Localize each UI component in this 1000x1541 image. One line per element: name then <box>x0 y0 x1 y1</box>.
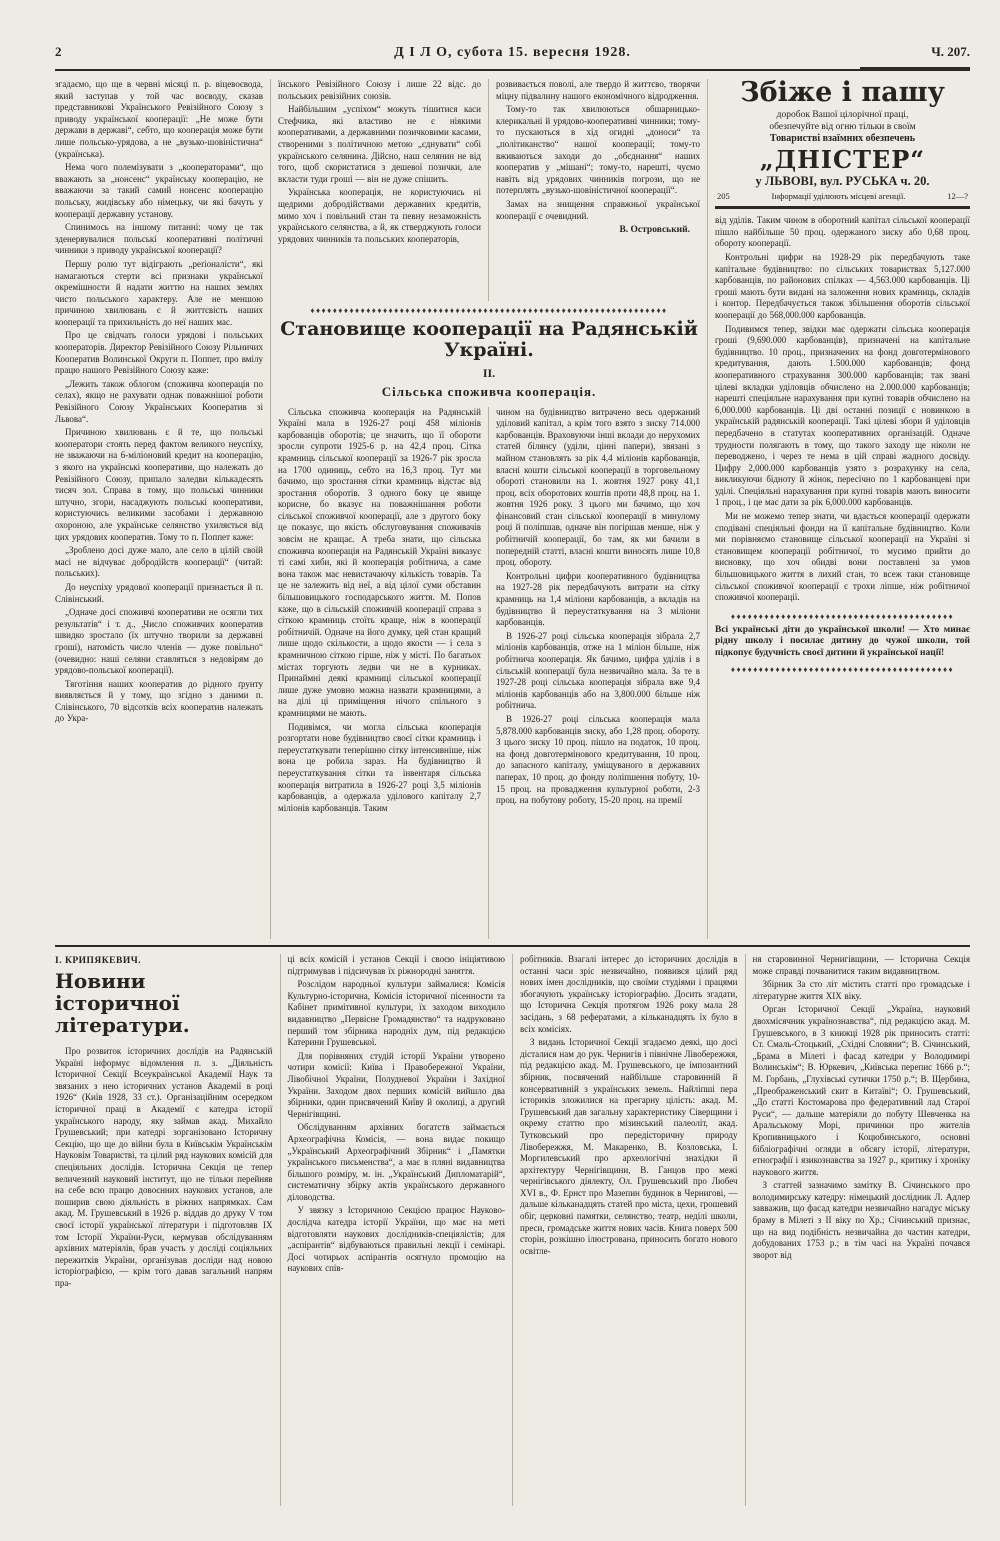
paragraph: Обслідуванням архівних богатств займається Археографічна Комісія, — вона видає покищо „Український Археографічний Збірник“ і „Памятки українського письменства“, а має в пляні видавництва більшого розміру, м. ін. „Український Дипломатарій“, систематичну збірку актів українського державного діловодства. <box>287 1122 505 1202</box>
paragraph: Нема чого полемізувати з „кооператорами“, що вважають за „нонсенс“ українську кооперацію, не вважаючи за такий самий нонсенс кооперацію польську, жидівську або німецьку, чи які бачуть у кооперації державну установу. <box>55 162 263 219</box>
bottom-section <box>55 954 970 1506</box>
paragraph: До неуспіху урядової кооперації признається й п. Слівінський. <box>55 581 263 604</box>
column-4 <box>708 79 970 939</box>
paragraph: Спинимось на іншому питанні: чому це так зденервувалися польські кооперативні політичні чинники з приводу української кооперації? <box>55 222 263 256</box>
ad-note: Інформації уділюють місцеві агенції. <box>771 191 906 202</box>
article-columns <box>271 407 707 939</box>
ad-line-2: обезпечуйте від огню тільки в своїм <box>769 121 916 132</box>
ad-line-3: Товаристві взаїмних обезпечень <box>769 133 916 145</box>
paragraph: „Лежить також облогом (споживча кооперація по селах), якщо не рахувати однак поважнішої роботи Ревізійного Союзу Українських Кооператив зі Львова“. <box>55 378 263 424</box>
header-rule-line <box>55 69 970 71</box>
article-part-number: II. <box>482 365 496 380</box>
diamond-separator: ♦♦♦♦♦♦♦♦♦♦♦♦♦♦♦♦♦♦♦♦♦♦♦♦♦♦♦♦♦♦♦♦♦♦♦♦♦♦♦♦♦♦♦♦♦♦♦♦♦♦♦♦♦♦♦♦♦♦♦♦♦♦♦♦ <box>310 306 668 315</box>
bottom-column-2 <box>281 954 514 1506</box>
paragraph: розвивається поволі, але твердо й життєво, творячи міцну підвалину нашого економічного відродження. <box>496 79 700 101</box>
paragraph: У звязку з Історичною Секцією працює Науково-дослідча катедра історії України, що має на меті відготовляти наукових дослідників-спеціялістів; для „аспірантів“ відбуваються правильні лекції і семінарі. Досі чотирьох аспірантів осягнуло промоцію на наукових спів- <box>287 1205 505 1274</box>
page-header <box>55 44 970 66</box>
paragraph: Тому-то так хвилюються обшарницько-клерикальні й урядово-кооперативні чинники; тому-то пускаються в хід огидні „доноси“ та „політиканство“ нашої кооперації; тому-то вживаються заходи до „обєднання“ наших кооператив у „мішані“; тому-то, нарешті, чуємо навіть від урядових чинників погрози, що не потерплять „вузько-шовіністичної кооперації“. <box>496 104 700 196</box>
diamond-separator: ♦♦♦♦♦♦♦♦♦♦♦♦♦♦♦♦♦♦♦♦♦♦♦♦♦♦♦♦♦♦♦♦♦♦♦♦♦♦♦♦ <box>730 665 955 675</box>
paragraph: від уділів. Таким чином в оборотний капітал сільської кооперації пішло найбільше 50 проц. одержаного зиску або 0,68 проц. обороту кооперації. <box>715 215 970 249</box>
paragraph: Орган Історичної Секції „Україна, науковий двохмісячник українознавства“, під редакцією акад. М. Грушевського, в 3 книжці 1928 рік приносить статті: Ст. Смаль-Стоцький, „Східні Словяни“; В. Січинський, „Брама в Мілеті і фасад катедри у Володимирі Волинськім“; В. Юркевич, „Київська перепис 1666 р.“; М. Горбань, „Глухівські сутички 1750 р.“; В. Щербина, „Преображенський скит в Китаїві“; О. Грушевський, „До статті Костомарова про федеративний лад Старої Руси“, — дальше матеріяли до побуту Шевченка на Аральському Морі, причинки про жителів Кропивницького і Коцюбинського, основні бібліографічні огляди в обсягу історії, літератури, етнографії і язикознавства за 1927 р., критику і хроніку наукового життя. <box>752 1004 970 1177</box>
paragraph: В 1926-27 році сільська кооперація мала 5,878.000 карбованців зиску, або 1,28 проц. обороту. З цього зиску 10 проц. пішло на податок, 10 проц. на фонд довготермінового кредитування, 10 проц. до запасного капіталу, уміщуваного в державних паперах, 10 проц. до фонду поліпшення побуту, 10-15 проц. на провадження культурної роботи, 2-3 проц. на побутову роботу, 15-20 проц. на премії <box>496 713 700 806</box>
paragraph: Розслідом народньої культури займалися: Комісія Культурно-історична, Комісія історичної пісенности та Кабінет примітивної культури, їх заходом виходило видавництво „Первісне Громадянство“ та надруковано перший том збірника народніх дум, під редакцією Катерини Грушевської. <box>287 979 505 1048</box>
middle-top-row <box>271 79 707 301</box>
header-rule-accent <box>860 67 970 71</box>
paragraph: З статтей зазначимо замітку В. Січинського про володимирську катедру: німецький дослідник Л. Адлер завважив, що фасад катедри незвичайно нагадує міську браму в Мілеті з II віку по Хр.; Січинський признає, що на вид подібність незвичайна до частин катедри, добудованих 1753 р.; в тім часі на Україні почався зворот від <box>752 1180 970 1260</box>
paragraph: Подивімся, чи могла сільська кооперація розгортати нове будівництво своєї сітки крамниць і переустаткувати теперішню сітку інтенсивніше, ніж вона це робила зараз. На будівництво й переустаткування сітки та інвентаря сільська кооперація витратила в 1926-27 році 3,5 міліонів карбованців, а одержала уділового капіталу 2,7 міліонів карбованців. Таким <box>278 721 481 813</box>
bottom-column-1 <box>55 954 281 1506</box>
ad-address: у ЛЬВОВІ, вул. РУСЬКА ч. 20. <box>755 174 930 189</box>
ad-ref-left: 205 <box>717 191 730 202</box>
diamond-separator: ♦♦♦♦♦♦♦♦♦♦♦♦♦♦♦♦♦♦♦♦♦♦♦♦♦♦♦♦♦♦♦♦♦♦♦♦♦♦♦♦ <box>730 611 955 621</box>
paragraph: З видань Історичної Секції згадаємо деякі, що досі дісталися нам до рук. Чернигів і північне Лівобережжя, під редакцією акад. М. Грушевського, це імпозантний збірник, посвячений найбільше старовинній й консервативній з українських земель. Найліпші пера істориків зложилися на прегарну цілість: акад. М. Грушевський дав загальну характеристику Сіверщини і окрему статтю про мізинський палеоліт, акад. Тутковський про передісторичну природу Лівобережжя, М. Макаренко, В. Козловська, І. Моргилевський про археологічні знахідки й архітектуру Чернігівщини, В. Ганцов про межі чернігівського діялекту, Ол. Грушевський про Любеч XVI в., Ф. Ернст про Мазепин будинок в Чернигові, — дальше кільканадцять статей про міста, цехи, грошевий обіг, церковні памятки, селянство, театр, неділі школи, преси, громадське життя нових часів. Книга поверх 500 сторін, розкішно ілюстрована, приносить богато нового освітле- <box>520 1037 738 1256</box>
paragraph: Тяготіння наших кооператив до рідного ґрунту виявляється й у тому, що згідно з даними п. Слівінського, 70 відсотків всіх кооператив належать до Укра- <box>55 678 263 724</box>
middle-columns <box>271 79 708 939</box>
insurance-ad <box>715 79 970 209</box>
paragraph: робітників. Взагалі інтерес до історичних дослідів в останні часи зріс незвичайно, появився цілий ряд нових імен дослідників, що своїми студіями і працями збогачують українську історіографію. Досить згадати, що Історична Секція протягом 1926 року мала 28 засідань, з 68 рефератами, а кільканадцять їх було в всіх комісіях. <box>520 954 738 1034</box>
paragraph: В 1926-27 році сільська кооперація зібрала 2,7 міліонів карбованців, отже на 1 міліон більше, ніж робітнича кооперація. Як бачимо, цифра уділів і в сільській кооперації була незвичайно мала. За те в 1927-28 році сільська кооперація зібрала вже 9,4 міліонів карбованців або на 3,800.000 більше ніж робітнича. <box>496 630 700 711</box>
paragraph: Першу ролю тут відіграють „реґіоналісти“, які намагаються стерти всі признаки української окремішности й надати життю на наших землях чисто польського характеру. Але не меншою причиною хвилювань є й життєвість наших кооперації та прихильність до неї наших мас. <box>55 258 263 327</box>
bottom-column-1-text <box>55 1046 273 1289</box>
ad-ref-right: 12—? <box>947 191 968 202</box>
paragraph: Подивимся тепер, звідки має одержати сільська кооперація гроші (9,690.000 карбованців), призначені на капітальне будівництво. 10 проц., призначених на фонд довготермінового кредитування, дають 1.500.000 карбованців; фонд кооперативного страхування 300.000 карбованців; так звані цілеві вкладки уділовців обчислено на 2.000.000 карбованців; нарешті спеціяльне нарахування при купні товарів обчислено на 6,000.000 карбованців. Ці дві останні позиції є новинкою в українській радянській кооперації. Такі цілеві збори й уділовців передбачено в статутах кооперативних організацій. Одначе трудности полягають в тому, що такого заходу ще ніколи не переводжено, і через те нема в цій справі жадного досвіду. Цифру 2,000.000 карбованців узято з розрахунку на села, викликуючи бідноту й жінок, пересічно по 1 карбованцеві при уділі. Спеціяльні нарахування при купні товарів мають виносити 1 проц., і це має дати за рік 6,000.000 карбованців. <box>715 323 970 508</box>
section-divider <box>55 945 970 947</box>
paragraph: „Одначе досі споживчі кооперативи не осягли тих результатів“ і т. д., „Число споживчих кооператив швидко зростало (їх штучно творили за державні гроші), натомість число членів — дуже повільно“ (очевидно: наші селяни ставляться з недовірям до урядово-польської кооперації). <box>55 607 263 676</box>
paragraph: Для порівняних студій історії України утворено чотири комісії: Київа і Правобережної України, Лівобічної України, Полудневої України і Західної України. Заходом двох перших комісій вийшло два збірники, один присвячений Київу й околиці, а другий Чернігівщині. <box>287 1050 505 1119</box>
paragraph: їнського Ревізійного Союзу і лише 22 відс. до польських ревізійних союзів. <box>278 79 481 101</box>
ad-title: Збіже і пашу <box>740 79 945 108</box>
column-3-text <box>496 79 700 222</box>
paragraph: ці всіх комісій і установ Секції і своєю ініціятивою підтримував і підсичував їх ріжнородні заняття. <box>287 954 505 976</box>
page-number: 2 <box>55 44 62 59</box>
issue-number: Ч. 207. <box>931 44 970 59</box>
paragraph: Про це свідчать голоси урядові і польських кооператорів. Директор Ревізійного Союзу Рільничих Кооператив Волинської Округи п. Поппет, про вмілу працю нашого Ревізійного Союзу каже: <box>55 330 263 376</box>
bottom-column-3 <box>513 954 746 1506</box>
paragraph: Українська кооперація, не користуючись ні щедрими добродійствами державних кредитів, мимо хоч і повільний стан та певну незаможність українського селянства, а й, як стверджують голоси урядових чинників та польських кооператорів, <box>278 187 481 244</box>
paragraph: Про розвиток історичних дослідів на Радянській Україні інформує відомлення п. з. „Діяльність Історичної Секції Всеукраїнської Академії Наук та звязаних з нею історичних установ Академії в році 1926“ (Київ 1928, 33 ст.). Організаційним осередком історичної праці в Академії є катедра історії українського народу, яку займав акад. Михайло Грушевський; при катедрі зорганізовано Історичну Секцію, що ще до війни була в Київськім Українськім Науковім Товаристві, та цілий ряд наукових комісій для спеціяльних дослідів. Історична Секція це тепер величезний науковий інститут, що не тільки перейняв на себе всю працю довоєнних наукових установ, але поширив свою діяльність в ріжних напрямках. Сам акад. М. Грушевський в 1926 р. віддав до друку V том своєї історії української літератури і підготовляв IX том Історії України-Руси, кермував обслідуванням архівних матеріялів, брав участь у досліді соціяльних пережитків України, організував досліди над новою історіографією, — крім того давав загальний напрям пра- <box>55 1046 273 1288</box>
paragraph: Замах на знищення справжньої української кооперації є очевидний. <box>496 198 700 221</box>
ad-reference-row <box>717 191 968 201</box>
paragraph: Сільська споживча кооперація на Радянській Україні мала в 1926-27 році 458 міліонів карбованців оборотів; це значить, що її обороти зросли супроти 1925-6 р. на 42,4 проц. Сітка крамниць сільської кооперації за 1926-7 рік зросла на 1700 одиниць, себто на 16,3 проц. Тут ми бачимо, що зростання сітки крамниць відстає від зростання оборотів. З одного боку це явище корисне, бо вказує на поважнішання роботи сільської споживчої кооперації, але з другого боку це показує, що якість обслуговування споживачів зовсім не кращає. А треба знати, що сільська споживча кооперація на Радянській Україні виказує ті самі хиби, які й кооперація робітнича, а саме вона також має невистачаючу кількість товарів. Та це не залежить від неї, а від цілої суми обставин більшовицького господарського життя. М. Попов каже, що в сільській споживчій кооперації справа з сіткою крамниць стоїть краще, ніж в кооперації робітничій. Одначе на його думку, цей стан кращий лише щодо скількости, а щодо якости — і села з крамничною сіткою гірше, ніж у місті. По багатьох містах торгують ледви чи не в курниках. Принаймні деякі крамниці сільської кооперації лише дуже умовно можна назвати крамницями, а на ділі ці приміщення нічого спільного з крамницями не мають. <box>278 406 481 718</box>
paragraph: Найбільшим „успіхом“ можуть тішитися каси Стефчика, які властиво не є ніякими кооперативами, а державними позичковими касами, створеними з політичною метою „єднувати“ собі українського селянина. Дійсно, наш селянин не від того, щоб скористатися з дешевої позички, але вкласти туди гроші — він не дуже спішить. <box>278 104 481 184</box>
paragraph: чином на будівництво витрачено весь одержаний уділовий капітал, а крім того взято з зиску 714.000 карбованців. Враховуючи інші вклади до нерухомих статей білянсу (уділи, цінні папери), звязані з майном становлять за рік 4,4 міліонів карбованців, власні кошти сільської кооперації в торговельному обороті становили на 1. жовтня 1927 року 41,1 проц. всіх оборотових коштів проти 48,8 проц. на 1. жовтня 1926 року. З цього ми бачимо, що хоч фінансовий стан сільської кооперації в минулому році й поліпшав, одначе він погіршав менше, ніж у робітничій кооперації, бо там, як ми бачили в попередній статті, власні кошти виносять лише 10,8 проц. обороту. <box>496 406 700 568</box>
masthead-title: Д І Л О, субота 15. вересня 1928. <box>394 45 631 60</box>
paragraph: Контрольні цифри на 1928-29 рік передбачують таке капітальне будівництво: по сільських товариствах 5,127.000 карбованців, по районових спілках — 4,563.000 карбованців. Ці гроші мають бути видані на заложення нових крамниць, складів і контор. Передбачується також збільшення оборотів сільської кооперації до 568,000.000 карбованців. <box>715 252 970 320</box>
paragraph: Ми не можемо тепер знати, чи вдасться кооперації одержати сподівані спеціяльні фонди на її капітальне будівництво. Коли ми порівняємо становище сільської кооперації на Україні зі становищем кооперації робітничої, то мусимо прийти до висновку, що хоч обидві вони поставлені за умов більшовицького життя в лихий стан, то всеж таки становище сільської споживчої кооперації є трохи ліпше, ніж робітничої споживчої кооперації. <box>715 511 970 603</box>
header-rule <box>55 69 970 71</box>
ad-brand-dnister: „ДНІСТЕР“ <box>759 144 926 174</box>
paragraph: згадаємо, що ще в червні місяці п. р. віцевоєвода, який заступав у той час воєводу, сказав представникові Українського Ревізійного Союзу з приводу української кооперації: „Не може бути держави в державі“, себто, що кооперація може бути лише польсько-урядова, а не „вузько-шовіністична“ (українська). <box>55 79 263 159</box>
school-notice: Всі українські діти до української школи! — Хто минає рідну школу і посилає дитину до чужої школи, той підкопує будучність своєї дитини й української нації! <box>715 624 970 658</box>
ad-line-1: доробок Вашої цілорічної праці, <box>776 110 909 121</box>
paragraph: Збірник За сто літ містить статті про громадське і літературне життя XIX віку. <box>752 979 970 1001</box>
paragraph: „Зроблено досі дуже мало, але село в цілій своїй масі не відчуває добродійств кооперації“ (читай: польських). <box>55 545 263 579</box>
article-signature: В. Островський. <box>619 225 690 236</box>
column-1-cooperation-article <box>55 79 271 939</box>
column-4-text <box>715 215 970 606</box>
bottom-article-title: Новини історичної літератури. <box>55 969 190 1037</box>
paragraph: Причиною хвилювань є й те, що польські кооператори стоять перед фактом великого неуспіху, не зважаючи на 6-міліоновий кредит на кооперацію, з якого на українські кооперативи, що належать до Ревізійного Союзу, припало заледви кількадесять тисяч зол. Справа в тому, що польські чинники штучно, згори, насаджують польські кооперативи, користуючись великими засобами і державною охороною, але українське селянство ухиляється від цих урядових кооператив. Тому то п. Поппет каже: <box>55 427 263 542</box>
article-title: Становище кооперації на Радянській Україні. <box>280 318 698 362</box>
article-subtitle: Сільська споживча кооперація. <box>381 383 597 399</box>
paragraph: ня старовинної Чернигівщини, — Історична Секція може справді почванитися таким видавництвом. <box>752 954 970 976</box>
paragraph: Контрольні цифри кооперативного будівництва на 1927-28 рік передбачують витрати на сітку крамниць на 1,4 міліони карбованців, а вкладів на будівництво й переустаткування на 3 міліони карбованців. <box>496 570 700 628</box>
top-section <box>55 79 970 939</box>
article-column-right <box>489 407 707 939</box>
column-2-top <box>271 79 489 301</box>
column-3-top <box>489 79 707 301</box>
bottom-column-4 <box>746 954 971 1506</box>
author-byline: І. КРИПЯКЕВИЧ. <box>55 956 142 966</box>
article-column-left <box>271 407 489 939</box>
